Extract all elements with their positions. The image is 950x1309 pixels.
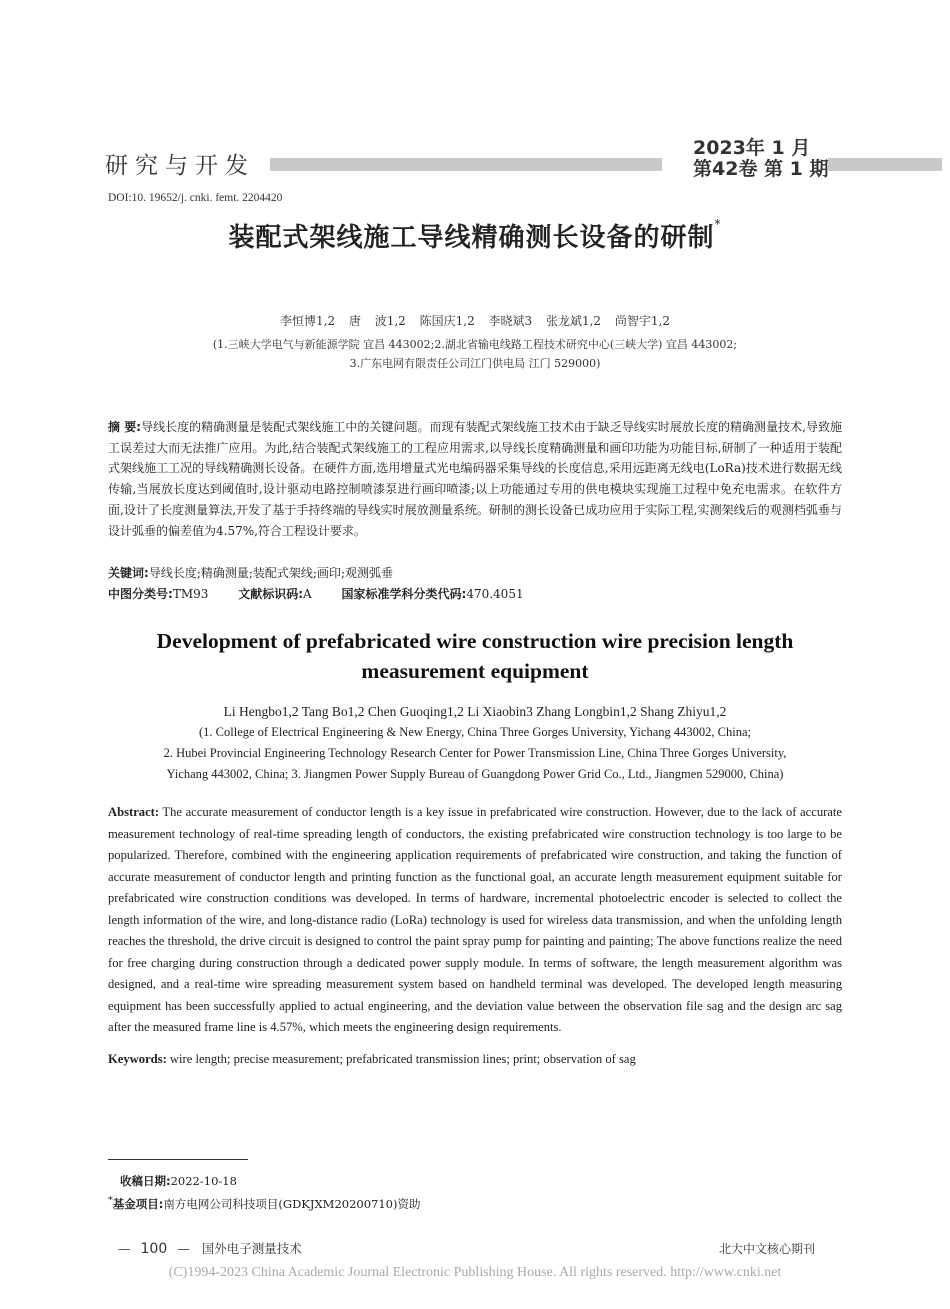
clc-label: 中图分类号: [108, 587, 173, 601]
fund-mark: * [108, 1195, 113, 1206]
fund-project [108, 1195, 420, 1212]
abstract-cn [108, 417, 842, 541]
abstract-en [108, 802, 842, 1039]
paper-title-cn: 装配式架线施工导线精确测长设备的研制* [228, 217, 722, 253]
section-label: 研究与开发 [105, 153, 255, 179]
footer-dash-right: — [177, 1241, 190, 1256]
clc-value: TM93 [172, 587, 209, 601]
keywords-cn-label: 关键词: [108, 566, 149, 580]
page-footer-left [118, 1239, 302, 1257]
header-bar [270, 158, 662, 171]
keywords-cn-text: 导线长度;精确测量;装配式架线;画印;观测弧垂 [148, 566, 393, 580]
page-number: 100 [140, 1241, 168, 1257]
doc-code-value: A [303, 587, 312, 601]
affiliation-en-line-3: Yichang 443002, China; 3. Jiangmen Power Supply Bureau of Guangdong Power Grid Co., Ltd., Jiangmen 529000, China) [166, 767, 784, 781]
classification-codes [108, 585, 550, 602]
received-label: 收稿日期: [120, 1174, 171, 1188]
footnote-rule [108, 1159, 248, 1160]
fund-label: 基金项目: [112, 1196, 164, 1211]
issue-year: 2023年 1 月 [693, 137, 811, 159]
affiliation-cn-line-2: 3.广东电网有限责任公司江门供电局 江门 529000) [349, 357, 601, 370]
abstract-cn-text: 导线长度的精确测量是装配式架线施工中的关键问题。而现有装配式架线施工技术由于缺乏导线实时展放长度的精确测量技术,导致施工误差过大而无法推广应用。为此,结合装配式架线施工的工程应用需求,以导线长度精确测量和画印功能为功能目标,研制了一种适用于装配式架线施工工况的导线精确测长设备。在硬件方面,选用增量式光电编码器采集导线的长度信息,采用远距离无线电(LoRa)技术进行数据无线传输,当展放长度达到阈值时,设计驱动电路控制喷漆泵进行画印喷漆;以上功能通过专用的供电模块实现施工过程中免充电需求。在软件方面,设计了长度测量算法,开发了基于手持终端的导线实时展放测量系统。研制的测长设备已成功应用于实际工程,实测架线后的观测档弧垂与设计弧垂的偏差值为4.57%,符合工程设计要求。 [108, 420, 842, 538]
copyright-watermark: (C)1994-2023 China Academic Journal Electronic Publishing House. All rights reserved. http://www.cnki.net [168, 1265, 782, 1280]
fund-value: 南方电网公司科技项目(GDKJXM20200710)资助 [163, 1196, 421, 1211]
affiliation-en-line-1: (1. College of Electrical Engineering & New Energy, China Three Gorges University, Yichang 443002, China; [199, 725, 751, 739]
keywords-en [108, 1052, 636, 1067]
title-footnote-mark: * [714, 217, 722, 231]
abstract-cn-label: 摘 要: [108, 420, 142, 434]
received-date [120, 1173, 237, 1189]
doc-code-label: 文献标识码: [238, 587, 304, 601]
doi[interactable]: DOI:10. 19652/j. cnki. femt. 2204420 [108, 192, 283, 204]
keywords-cn [108, 563, 842, 584]
affiliation-cn-line-1: (1.三峡大学电气与新能源学院 宜昌 443002;2.湖北省输电线路工程技术研究中心(三峡大学) 宜昌 443002; [212, 338, 738, 351]
header-bar-right [828, 158, 942, 171]
authors-en: Li Hengbo1,2 Tang Bo1,2 Chen Guoqing1,2 Li Xiaobin3 Zhang Longbin1,2 Shang Zhiyu1,2 [223, 704, 727, 719]
core-journal-label: 北大中文核心期刊 [719, 1242, 816, 1256]
affiliation-en-line-2: 2. Hubei Provincial Engineering Technology Research Center for Power Transmission Line, China Three Gorges University, [163, 746, 787, 760]
abstract-en-text: The accurate measurement of conductor length is a key issue in prefabricated wire construction. However, due to the lack of accurate measurement technology of real-time spreading length of conductors, the existing prefabricated wire construction technology is too large to be popularized. Therefore, combined with the engineering application requirements of prefabricated wire construction, and taking the function of accurate measurement of conductor length and printing function as the functional goal, an accurate length measurement equipment suitable for prefabricated wire construction conditions was developed. In terms of hardware, incremental photoelectric encoder is selected to collect the length information of the wire, and long-distance radio (LoRa) technology is used for wireless data transmission, and when the unfolding length reaches the threshold, the drive circuit is designed to control the paint spray pump for painting and painting; The above functions realize the need for free charging during construction through a dedicated power supply module. In terms of software, the length measurement algorithm was designed, and a real-time wire spreading measurement system based on handheld terminal was developed. The developed length measuring equipment has been successfully applied to actual engineering, and the deviation value between the observation file sag and the design arc sag after the measured frame line is 4.57%, which meets the engineering design requirements. [108, 805, 842, 1034]
journal-name: 国外电子测量技术 [201, 1241, 302, 1256]
national-code-label: 国家标准学科分类代码: [341, 587, 467, 601]
national-code-value: 470.4051 [466, 587, 524, 601]
footer-dash-left: — [118, 1241, 131, 1256]
issue-volume: 第42卷 第 1 期 [693, 158, 829, 180]
abstract-en-label: Abstract: [108, 805, 160, 819]
authors-cn: 李恒博1,2 唐 波1,2 陈国庆1,2 李晓斌3 张龙斌1,2 尚智宇1,2 [280, 314, 670, 328]
keywords-en-label: Keywords: [108, 1052, 167, 1066]
received-value: 2022-10-18 [170, 1174, 237, 1188]
keywords-en-text: wire length; precise measurement; prefabricated transmission lines; print; observation of sag [169, 1052, 636, 1066]
paper-title-en: Development of prefabricated wire construction wire precision length measurement equipment [156, 629, 794, 683]
